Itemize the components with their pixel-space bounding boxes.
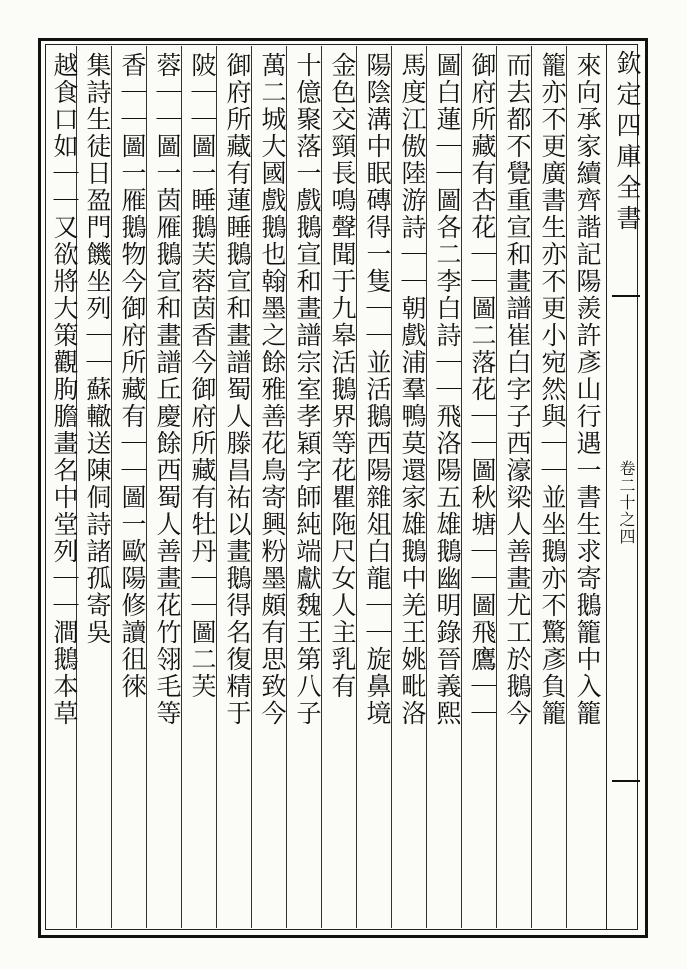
column-text: 十億聚落一戲鵝宣和畫譜宗室孝穎字師純端獻魏王第八子 bbox=[293, 52, 322, 727]
text-column-14 bbox=[115, 52, 149, 922]
text-column-7 bbox=[360, 52, 394, 922]
text-column-10 bbox=[255, 52, 289, 922]
column-text: 來向承家續齊諧記陽羨許彥山行遇一書生求寄鵝籠中入籠 bbox=[573, 52, 602, 727]
column-text: 陂｜｜圖一睡鵝芙蓉茵香今御府所藏有牡丹｜｜圖二芙 bbox=[188, 52, 217, 700]
header-divider bbox=[606, 44, 607, 930]
text-column-15 bbox=[80, 52, 114, 922]
text-column-8 bbox=[325, 52, 359, 922]
column-text: 而去都不覺重宣和畫譜崔白字子西濠梁人善畫尤工於鵝今 bbox=[503, 52, 532, 727]
text-column-5 bbox=[430, 52, 464, 922]
column-text: 圖白蓮｜｜圖各二李白詩｜｜飛洛陽五雄鵝幽明錄晉義熙 bbox=[433, 52, 462, 727]
column-text: 萬二城大國戲鵝也翰墨之餘雅善花鳥寄興粉墨頗有思致今 bbox=[258, 52, 287, 727]
text-column-6 bbox=[395, 52, 429, 922]
column-text: 御府所藏有杏花｜｜圖二落花｜｜圖秋塘｜｜圖飛鷹｜｜ bbox=[468, 52, 497, 727]
text-column-9 bbox=[290, 52, 324, 922]
text-column-4 bbox=[465, 52, 499, 922]
column-text: 馬度江傲陸游詩｜｜朝戲浦羣鴨莫還家雄鵝中羌王姚毗洛 bbox=[398, 52, 427, 727]
text-column-16 bbox=[47, 52, 81, 922]
column-text: 香｜｜圖一雁鵝物今御府所藏有｜｜圖一歐陽修讀徂徠 bbox=[118, 52, 147, 700]
column-text: 陽陰溝中眠磚得一隻｜｜並活鵝西陽雜俎白龍｜｜旋鼻境 bbox=[363, 52, 392, 727]
column-text: 越食口如｜｜又欲將大策觀朐膽畫名中堂列｜｜澗鵝本草 bbox=[50, 52, 79, 727]
text-column-2 bbox=[535, 52, 569, 922]
book-title: 欽定四庫全書 bbox=[613, 50, 642, 236]
column-text: 集詩生徒日盈門饑坐列｜｜蘇轍送陳侗詩諸孤寄吳 bbox=[83, 52, 112, 646]
text-column-3 bbox=[500, 52, 534, 922]
column-text: 御府所藏有蓮睡鵝宣和畫譜蜀人滕昌祐以畫鵝得名復精于 bbox=[223, 52, 252, 727]
header-column bbox=[612, 50, 642, 930]
fishtail-mark-lower bbox=[612, 780, 640, 782]
column-text: 籠亦不更廣書生亦不更小宛然與｜｜並坐鵝亦不驚彥負籠 bbox=[538, 52, 567, 727]
fishtail-mark bbox=[612, 295, 640, 325]
text-column-13 bbox=[150, 52, 184, 922]
text-column-1 bbox=[570, 52, 604, 922]
text-column-12 bbox=[185, 52, 219, 922]
column-text: 金色交頸長鳴聲聞于九皋活鵝界等花瞿陁尺女人主乳有 bbox=[328, 52, 357, 700]
text-column-11 bbox=[220, 52, 254, 922]
volume-label: 卷二十之四 bbox=[617, 460, 636, 545]
column-text: 蓉｜｜圖一茵雁鵝宣和畫譜丘慶餘西蜀人善畫花竹翎毛等 bbox=[153, 52, 182, 727]
